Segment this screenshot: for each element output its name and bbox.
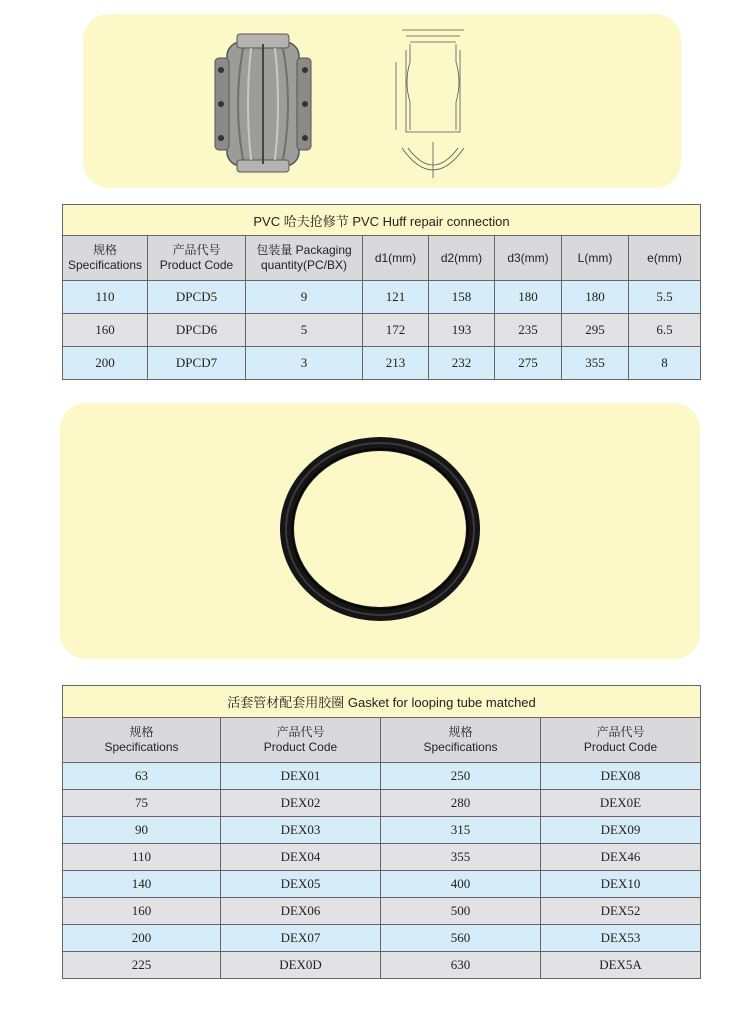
table-cell: 75 — [63, 790, 221, 817]
product-image-panel-gasket — [60, 403, 700, 659]
header-d3: d3(mm) — [495, 236, 562, 281]
table-cell: DEX08 — [541, 763, 701, 790]
table-cell: DPCD7 — [148, 347, 246, 380]
table-cell: 180 — [495, 281, 562, 314]
table-cell: 193 — [429, 314, 495, 347]
table-cell: DEX09 — [541, 817, 701, 844]
table-cell: 630 — [381, 952, 541, 979]
table-cell: DEX01 — [221, 763, 381, 790]
table-cell: DEX06 — [221, 898, 381, 925]
header-product-code: 产品代号 Product Code — [148, 236, 246, 281]
table-cell: 232 — [429, 347, 495, 380]
header-d2: d2(mm) — [429, 236, 495, 281]
table-cell: DPCD5 — [148, 281, 246, 314]
table-cell: DEX52 — [541, 898, 701, 925]
table-cell: 295 — [562, 314, 629, 347]
table-row — [63, 314, 701, 347]
table-cell: 90 — [63, 817, 221, 844]
table-cell: 275 — [495, 347, 562, 380]
table-cell: 160 — [63, 898, 221, 925]
table-row — [63, 925, 701, 952]
table-cell: DEX10 — [541, 871, 701, 898]
header-packaging: 包装量 Packaging quantity(PC/BX) — [246, 236, 363, 281]
table-cell: 560 — [381, 925, 541, 952]
table-cell: 200 — [63, 347, 148, 380]
product-image-panel-huff — [83, 14, 681, 188]
table-cell: 110 — [63, 281, 148, 314]
table-row — [63, 952, 701, 979]
table-cell: 160 — [63, 314, 148, 347]
table-header-row — [63, 718, 701, 763]
header-specifications: 规格 Specifications — [381, 718, 541, 763]
table-cell: 5.5 — [629, 281, 701, 314]
table-cell: 180 — [562, 281, 629, 314]
table-cell: 225 — [63, 952, 221, 979]
table-cell: DEX07 — [221, 925, 381, 952]
header-product-code: 产品代号 Product Code — [541, 718, 701, 763]
table-cell: DEX0D — [221, 952, 381, 979]
table-header-row — [63, 236, 701, 281]
table-cell: 213 — [363, 347, 429, 380]
table-cell: 235 — [495, 314, 562, 347]
table-row — [63, 871, 701, 898]
table-cell: 140 — [63, 871, 221, 898]
table-row — [63, 898, 701, 925]
table-row — [63, 281, 701, 314]
table-row — [63, 347, 701, 380]
table-cell: 3 — [246, 347, 363, 380]
table-row — [63, 817, 701, 844]
table-cell: 250 — [381, 763, 541, 790]
header-specifications: 规格 Specifications — [63, 718, 221, 763]
gasket-ring-photo — [270, 429, 490, 629]
table-row — [63, 763, 701, 790]
table-cell: 158 — [429, 281, 495, 314]
table-row — [63, 844, 701, 871]
table-cell: 63 — [63, 763, 221, 790]
table-title: 活套管材配套用胶圈 Gasket for looping tube matched — [63, 686, 701, 718]
huff-coupling-photo — [203, 28, 323, 178]
header-length: L(mm) — [562, 236, 629, 281]
table-cell: 200 — [63, 925, 221, 952]
gasket-table — [62, 685, 701, 979]
table-cell: 500 — [381, 898, 541, 925]
table-cell: 315 — [381, 817, 541, 844]
huff-coupling-drawing — [388, 22, 478, 182]
table-cell: 400 — [381, 871, 541, 898]
table-cell: DEX05 — [221, 871, 381, 898]
table-cell: 6.5 — [629, 314, 701, 347]
table-cell: DEX0E — [541, 790, 701, 817]
header-specifications: 规格 Specifications — [63, 236, 148, 281]
header-e: e(mm) — [629, 236, 701, 281]
table-cell: 9 — [246, 281, 363, 314]
table-cell: DEX04 — [221, 844, 381, 871]
table-cell: 355 — [562, 347, 629, 380]
table-title: PVC 哈夫抢修节 PVC Huff repair connection — [63, 205, 701, 236]
table-cell: 355 — [381, 844, 541, 871]
table-cell: DPCD6 — [148, 314, 246, 347]
table-row — [63, 790, 701, 817]
table-cell: DEX03 — [221, 817, 381, 844]
header-d1: d1(mm) — [363, 236, 429, 281]
table-cell: 8 — [629, 347, 701, 380]
table-cell: DEX5A — [541, 952, 701, 979]
table-cell: DEX46 — [541, 844, 701, 871]
huff-repair-table — [62, 204, 701, 380]
table-cell: 280 — [381, 790, 541, 817]
table-cell: DEX53 — [541, 925, 701, 952]
table-cell: DEX02 — [221, 790, 381, 817]
table-cell: 110 — [63, 844, 221, 871]
table-cell: 5 — [246, 314, 363, 347]
table-cell: 121 — [363, 281, 429, 314]
header-product-code: 产品代号 Product Code — [221, 718, 381, 763]
table-cell: 172 — [363, 314, 429, 347]
